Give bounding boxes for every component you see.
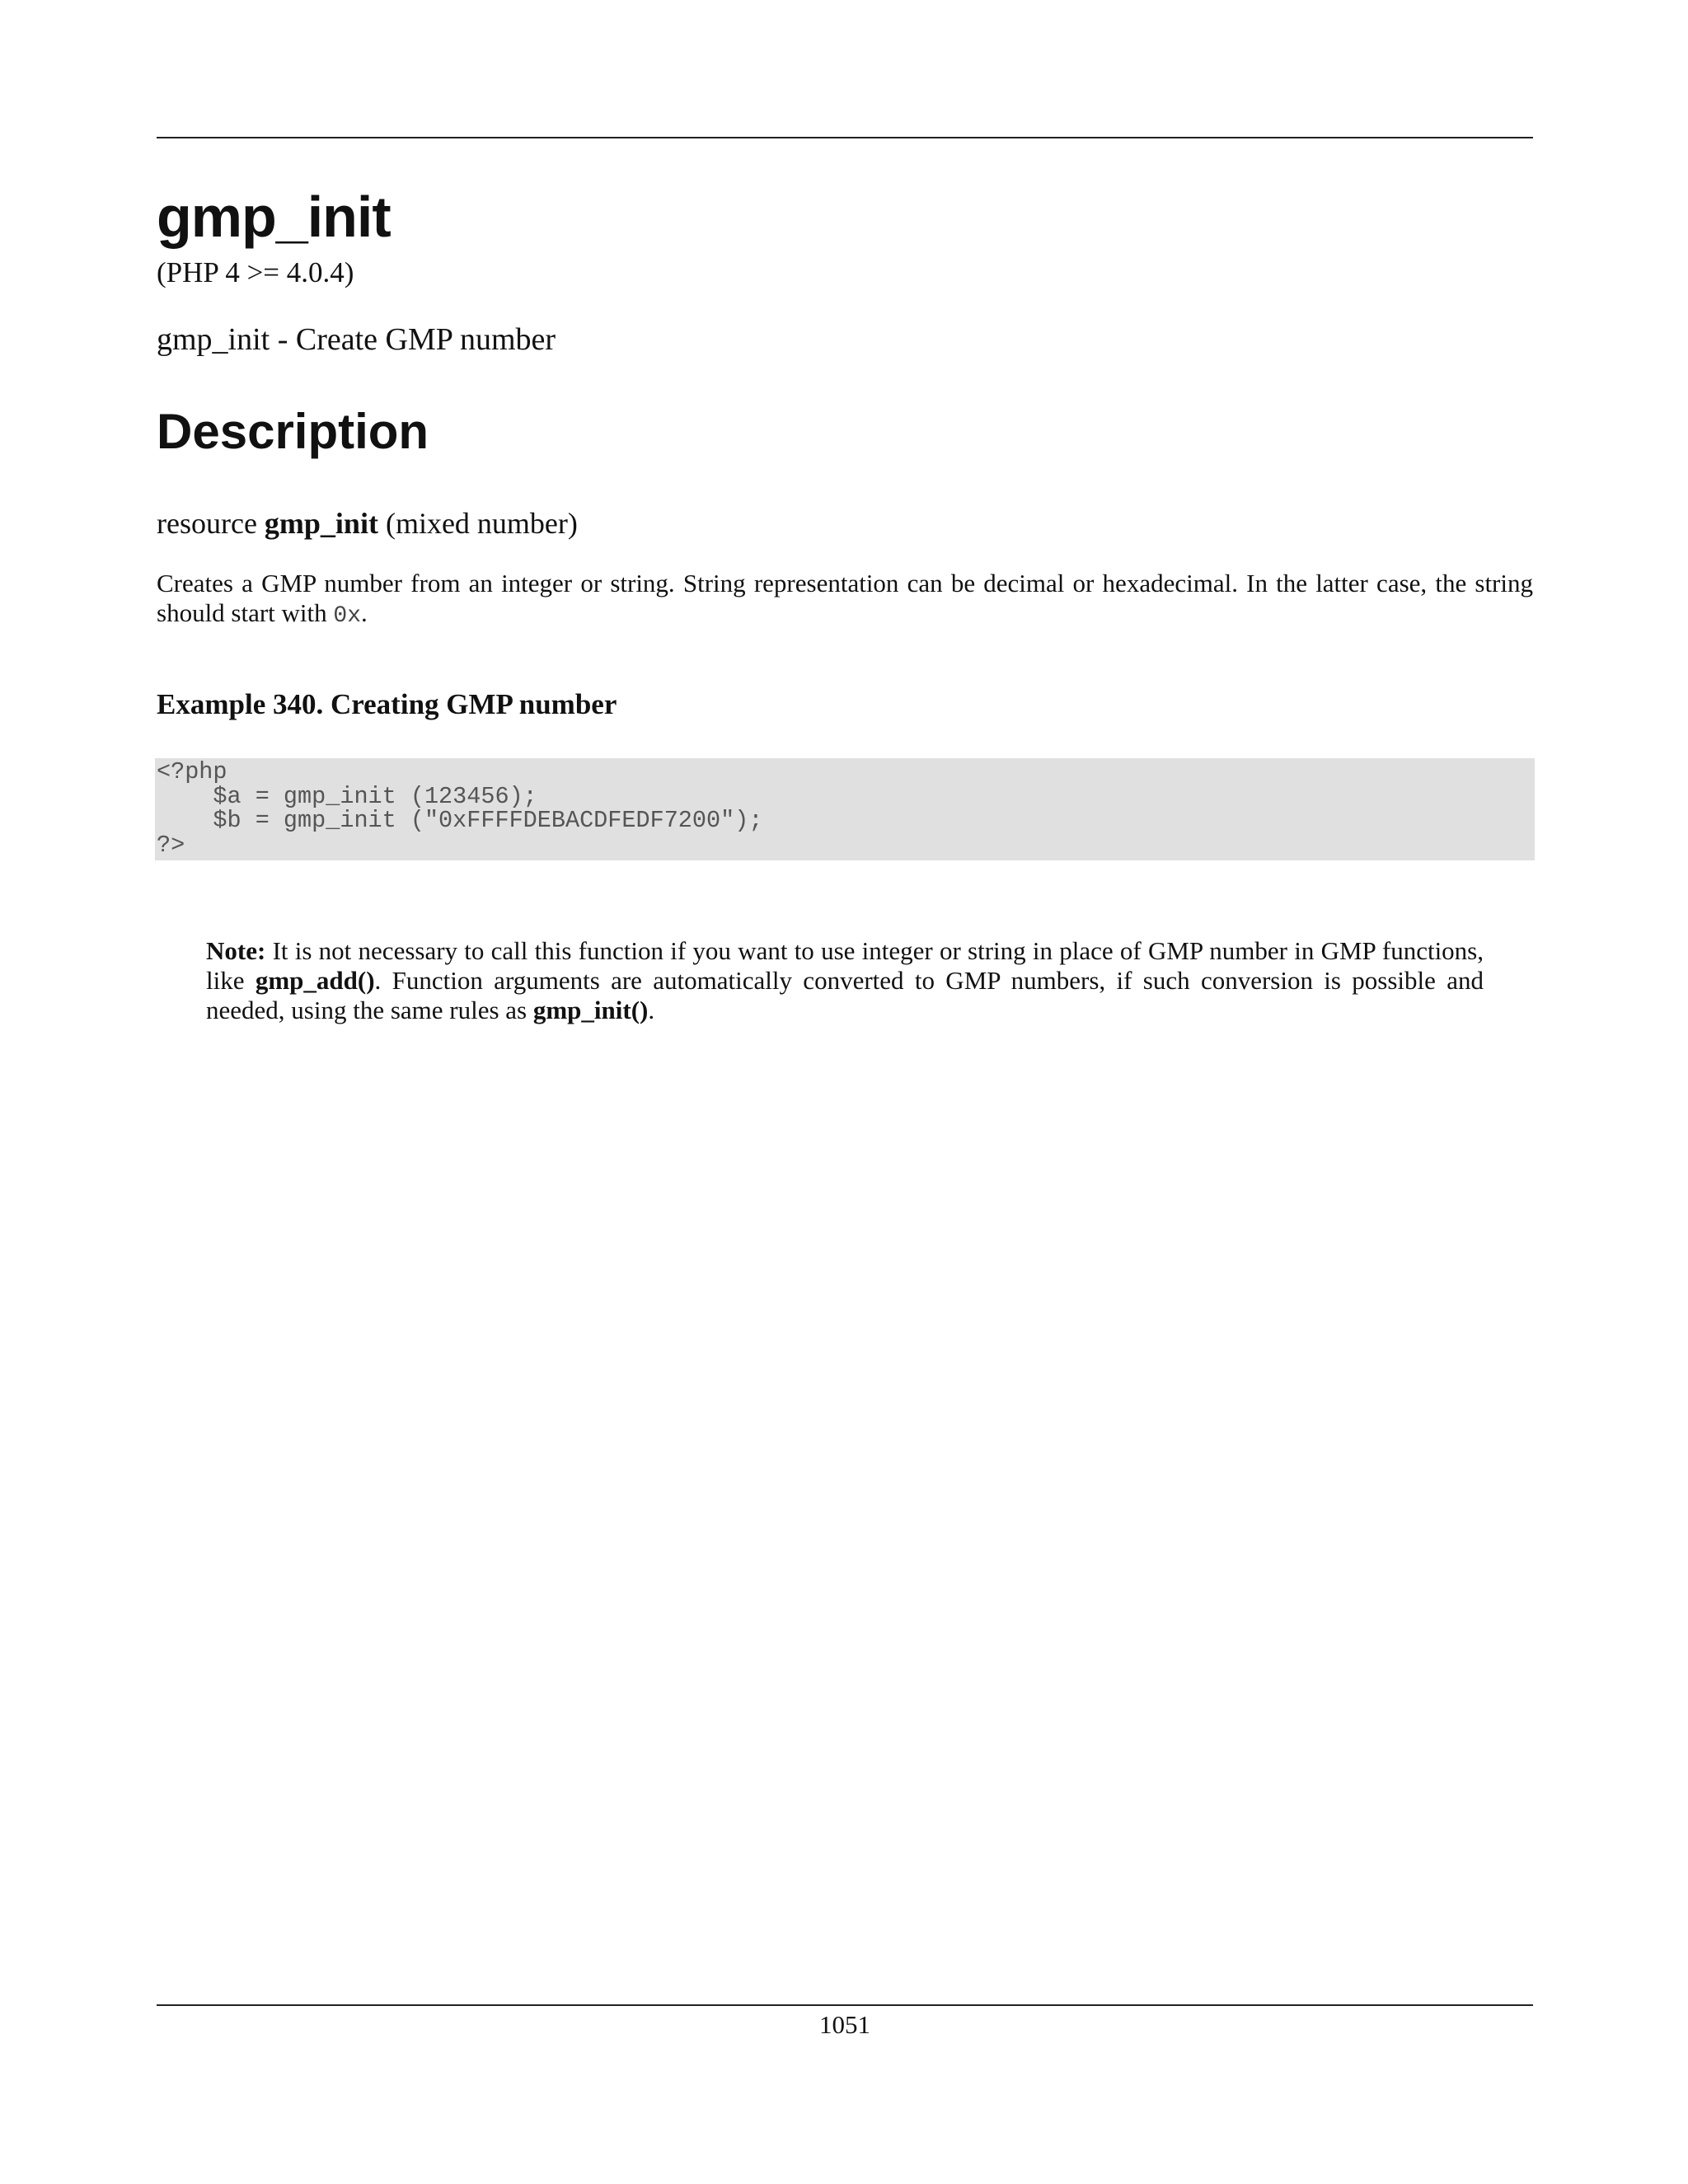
description-text: Creates a GMP number from an integer or string. String representation can be decimal or hexadecimal. In the latter case, the string should start with [157, 569, 1533, 627]
note-label: Note: [206, 936, 266, 965]
function-reference-gmp-init: gmp_init() [532, 996, 649, 1024]
document-page [157, 0, 1533, 2184]
code-example [155, 758, 1535, 860]
note-text-end: . [648, 996, 655, 1024]
function-synopsis [157, 508, 578, 541]
description-heading: Description [157, 404, 429, 459]
inline-code: 0x [333, 603, 362, 629]
function-reference-gmp-add: gmp_add() [255, 966, 375, 995]
header-rule [157, 137, 1533, 138]
description-text-end: . [361, 598, 368, 627]
version-info: (PHP 4 >= 4.0.4) [157, 256, 354, 288]
function-params: (mixed number) [385, 507, 578, 540]
return-type: resource [157, 507, 257, 540]
note-text-continued: . Function arguments are automatically converted to GMP numbers, if such conversion is possible and needed, using the same rules as [206, 966, 1484, 1024]
function-name: gmp_init [264, 507, 378, 540]
note-block [206, 936, 1484, 1025]
note-text: It is not necessary to call this function if you want to use integer or string in place of GMP number in GMP functions, like [206, 936, 1484, 995]
footer-rule [157, 2004, 1533, 2006]
page-title: gmp_init [157, 185, 391, 249]
refname-purpose: gmp_init - Create GMP number [157, 322, 556, 357]
description-paragraph [157, 569, 1533, 631]
example-title: Example 340. Creating GMP number [157, 688, 617, 720]
page-number: 1051 [819, 2010, 870, 2039]
code-listing: <?php $a = gmp_init (123456); $b = gmp_init ("0xFFFFDEBACDFEDF7200"); ?> [157, 758, 763, 859]
